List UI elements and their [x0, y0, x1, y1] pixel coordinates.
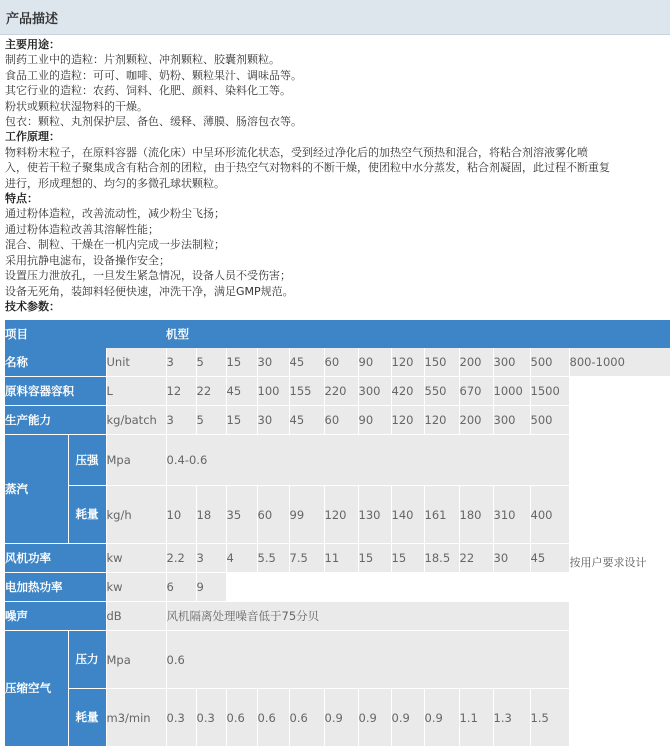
row-unit: kw [106, 544, 166, 573]
cell: 500 [530, 406, 569, 435]
cell: 45 [289, 348, 324, 377]
cell: 120 [324, 486, 358, 544]
row-unit: kg/batch [106, 406, 166, 435]
cell: 0.9 [324, 689, 358, 747]
cell: 45 [226, 377, 257, 406]
principle-line: 入，使若干粒子聚集成含有粘合剂的团粒，由于热空气对物料的不断干燥，使团粒中水分蒸发，粘合剂凝固，此过程不断重复 [5, 161, 610, 175]
cell: 11 [324, 544, 358, 573]
row-label: 原料容器容积 [5, 377, 106, 406]
cell: 400 [530, 486, 569, 544]
cell: 18 [196, 486, 226, 544]
cell: 2.2 [166, 544, 196, 573]
cell: 45 [289, 406, 324, 435]
principle-line: 物料粉末粒子，在原料容器（流化床）中呈环形流化状态，受到经过净化后的加热空气预热和混合，将粘合剂溶液雾化喷 [5, 145, 588, 159]
cell: 300 [493, 406, 530, 435]
cell: 100 [257, 377, 289, 406]
features-heading: 特点： [5, 192, 38, 206]
cell: 1.3 [493, 689, 530, 747]
cell: 1.5 [530, 689, 569, 747]
sub-label: 耗量 [68, 486, 106, 544]
cell: 60 [324, 348, 358, 377]
cell: 0.6 [226, 689, 257, 747]
cell: 风机隔离处理噪音低于75分贝 [166, 602, 569, 631]
feature-line: 通过粉体造粒改善其溶解性能； [5, 222, 159, 236]
cell: 12 [166, 377, 196, 406]
cell: 90 [358, 348, 391, 377]
cell: 420 [391, 377, 424, 406]
cell: 200 [459, 348, 493, 377]
cell: 120 [391, 348, 424, 377]
header-model: 机型 [166, 320, 670, 348]
cell: 7.5 [289, 544, 324, 573]
row-label: 生产能力 [5, 406, 106, 435]
principle-heading: 工作原理： [5, 130, 60, 144]
section-title-bar [0, 0, 670, 35]
cell: 60 [324, 406, 358, 435]
feature-line: 通过粉体造粒，改善流动性，减少粉尘飞扬； [5, 207, 225, 221]
custom-design-note: 按用户要求设计 [569, 377, 670, 747]
cell: 140 [391, 486, 424, 544]
feature-line: 混合、制粒、干燥在一机内完成一步法制粒； [5, 238, 225, 252]
cell: 1.1 [459, 689, 493, 747]
cell: 0.6 [166, 631, 569, 689]
usage-line: 粉状或颗粒状湿物料的干燥。 [5, 99, 148, 113]
cell: 22 [196, 377, 226, 406]
row-unit: dB [106, 602, 166, 631]
cell: 1500 [530, 377, 569, 406]
cell: 0.6 [289, 689, 324, 747]
row-unit: Mpa [106, 631, 166, 689]
cell: 550 [424, 377, 459, 406]
cell: 0.4-0.6 [166, 435, 569, 486]
cell: 300 [493, 348, 530, 377]
cell: 0.9 [424, 689, 459, 747]
cell: 1000 [493, 377, 530, 406]
feature-line: 设置压力泄放孔，一旦发生紧急情况，设备人员不受伤害； [5, 269, 291, 283]
usage-line: 食品工业的造粒：可可、咖啡、奶粉、颗粒果汁、调味品等。 [5, 68, 302, 82]
cell: 22 [459, 544, 493, 573]
feature-line: 采用抗静电滤布，设备操作安全； [5, 253, 170, 267]
cell: 500 [530, 348, 569, 377]
cell: 180 [459, 486, 493, 544]
cell: 4 [226, 544, 257, 573]
cell: 10 [166, 486, 196, 544]
table-row-name [5, 348, 670, 377]
row-unit: L [106, 377, 166, 406]
row-label: 噪声 [5, 602, 106, 631]
cell: 300 [358, 377, 391, 406]
row-unit: Unit [106, 348, 166, 377]
row-label: 风机功率 [5, 544, 106, 573]
cell: 5 [196, 348, 226, 377]
cell: 0.9 [391, 689, 424, 747]
usage-line: 包衣：颗粒、丸剂保护层、备色、缓释、薄膜、肠溶包衣等。 [5, 115, 302, 129]
cell: 18.5 [424, 544, 459, 573]
cell: 150 [424, 348, 459, 377]
cell: 15 [226, 406, 257, 435]
cell: 130 [358, 486, 391, 544]
cell: 3 [166, 348, 196, 377]
cell: 0.3 [166, 689, 196, 747]
cell: 15 [391, 544, 424, 573]
cell: 90 [358, 406, 391, 435]
cell: 30 [257, 348, 289, 377]
cell: 800-1000 [569, 348, 670, 377]
sub-label: 压力 [68, 631, 106, 689]
cell: 60 [257, 486, 289, 544]
cell: 120 [424, 406, 459, 435]
cell: 220 [324, 377, 358, 406]
cell: 3 [196, 544, 226, 573]
cell: 670 [459, 377, 493, 406]
cell: 99 [289, 486, 324, 544]
cell: 9 [196, 573, 226, 602]
cell: 5.5 [257, 544, 289, 573]
row-unit: Mpa [106, 435, 166, 486]
usage-line: 制药工业中的造粒：片剂颗粒、冲剂颗粒、胶囊剂颗粒。 [5, 53, 280, 67]
cell: 5 [196, 406, 226, 435]
cell: 0.9 [358, 689, 391, 747]
empty-cell [226, 573, 569, 602]
principle-line: 进行，形成理想的、均匀的多微孔球状颗粒。 [5, 176, 225, 190]
row-unit: kg/h [106, 486, 166, 544]
header-item: 项目 [5, 320, 166, 348]
product-description [5, 37, 665, 314]
feature-line: 设备无死角，装卸料轻便快速，冲洗干净，满足GMP规范。 [5, 284, 294, 298]
cell: 30 [257, 406, 289, 435]
cell: 6 [166, 573, 196, 602]
cell: 120 [391, 406, 424, 435]
cell: 15 [358, 544, 391, 573]
cell: 0.3 [196, 689, 226, 747]
row-label: 名称 [5, 348, 106, 377]
cell: 45 [530, 544, 569, 573]
cell: 15 [226, 348, 257, 377]
page-title: 产品描述 [6, 12, 59, 27]
usage-heading: 主要用途： [5, 38, 60, 51]
cell: 310 [493, 486, 530, 544]
row-unit: kw [106, 573, 166, 602]
cell: 30 [493, 544, 530, 573]
spec-table [5, 320, 670, 747]
sub-label: 压强 [68, 435, 106, 486]
params-heading: 技术参数： [5, 299, 60, 313]
sub-label: 耗量 [68, 689, 106, 747]
usage-line: 其它行业的造粒：农药、饲料、化肥、颜料、染料化工等。 [5, 84, 291, 98]
cell: 3 [166, 406, 196, 435]
row-unit: m3/min [106, 689, 166, 747]
cell: 155 [289, 377, 324, 406]
row-label: 电加热功率 [5, 573, 106, 602]
cell: 35 [226, 486, 257, 544]
row-label-steam: 蒸汽 [5, 435, 68, 544]
table-header-row [5, 320, 670, 348]
row-label-compressed-air: 压缩空气 [5, 631, 68, 747]
cell: 0.6 [257, 689, 289, 747]
table-row-volume [5, 377, 670, 406]
cell: 161 [424, 486, 459, 544]
cell: 200 [459, 406, 493, 435]
